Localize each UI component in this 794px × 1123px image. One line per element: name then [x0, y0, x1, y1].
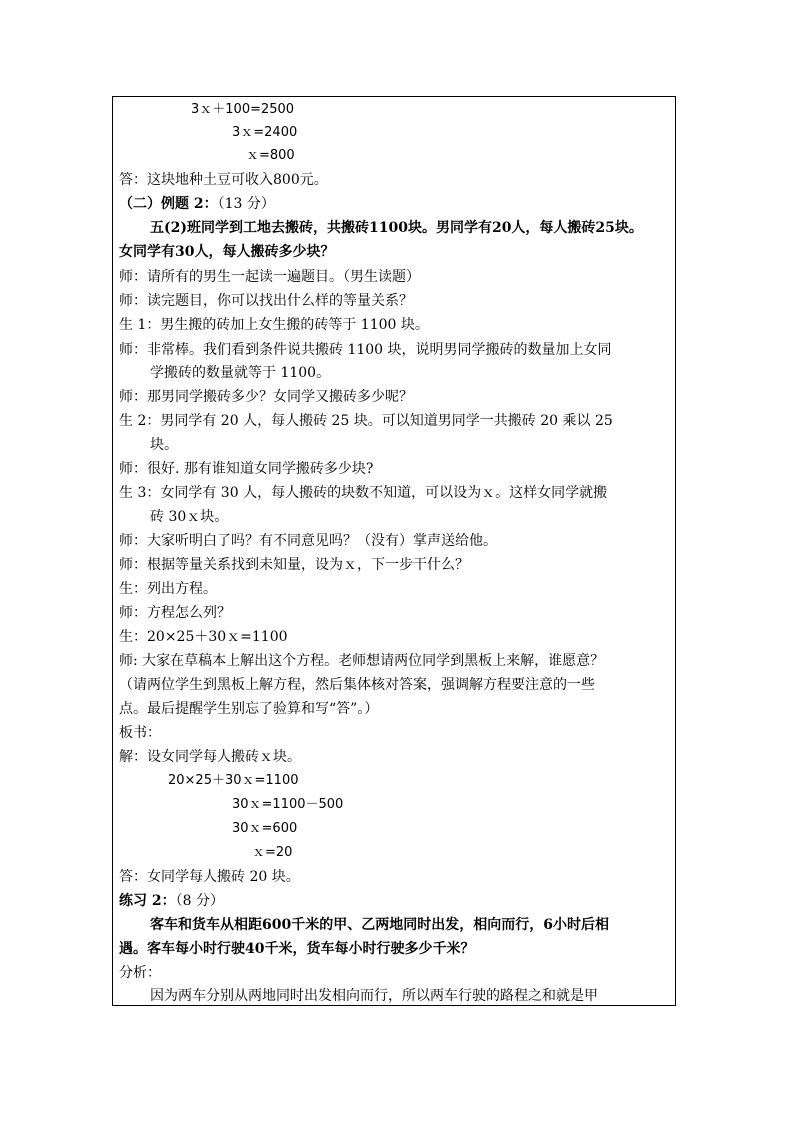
- section-heading: [119, 890, 224, 912]
- answer-line: 答：女同学每人搬砖 20 块。: [119, 869, 300, 885]
- problem-text: 客车和货车从相距600千米的甲、乙两地同时出发，相向而行，6小时后相: [150, 917, 609, 933]
- dialogue-line: 师：请所有的男生一起读一遍题目。（男生读题）: [119, 269, 420, 285]
- points-label: （13 分）: [217, 196, 275, 212]
- analysis-label: 分析：: [119, 965, 161, 981]
- dialogue-line: 师: 大家在草稿本上解出这个方程。老师想请两位同学到黑板上来解，谁愿意？: [119, 653, 605, 669]
- dialogue-line: 师：大家听明白了吗？有不同意见吗？（没有）掌声送给他。: [119, 533, 497, 549]
- equation-line: 30ｘ=1100－500: [232, 797, 344, 812]
- problem-text: 五(2)班同学到工地去搬砖，共搬砖1100块。男同学有20人，每人搬砖25块。: [150, 220, 643, 236]
- problem-text: 遇。客车每小时行驶40千米，货车每小时行驶多少千米？: [119, 941, 475, 957]
- dialogue-line: 学搬砖的数量就等于 1100。: [150, 365, 331, 381]
- section-heading: [119, 193, 275, 215]
- dialogue-line: 师：很好. 那有谁知道女同学搬砖多少块?: [119, 461, 374, 477]
- dialogue-line: 师：方程怎么列？: [119, 605, 231, 621]
- example-title: （二）例题 2：: [119, 196, 218, 212]
- dialogue-line: 生 2：男同学有 20 人，每人搬砖 25 块。可以知道男同学一共搬砖 20 乘以 25: [119, 413, 613, 429]
- problem-text: 女同学有30人，每人搬砖多少块？: [119, 244, 335, 260]
- dialogue-line: 生 3：女同学有 30 人，每人搬砖的块数不知道，可以设为ｘ。这样女同学就搬: [119, 485, 608, 501]
- analysis-text: 因为两车分别从两地同时出发相向而行，所以两车行驶的路程之和就是甲: [150, 988, 598, 1004]
- exercise-title: 练习 2：: [119, 893, 176, 909]
- dialogue-line: 师：那男同学搬砖多少？女同学又搬砖多少呢？: [119, 389, 413, 405]
- dialogue-line: 生 1：男生搬的砖加上女生搬的砖等于 1100 块。: [119, 317, 429, 333]
- dialogue-line: 师：读完题目，你可以找出什么样的等量关系？: [119, 293, 413, 309]
- dialogue-line: 块。: [150, 437, 178, 453]
- points-label: （8 分）: [175, 893, 224, 909]
- solution-intro: 解：设女同学每人搬砖ｘ块。: [119, 749, 301, 765]
- equation-line: ｘ=800: [246, 148, 295, 163]
- dialogue-line: 砖 30ｘ块。: [150, 509, 229, 525]
- equation-line: 20×25＋30ｘ=1100: [168, 773, 299, 788]
- dialogue-line: 点。最后提醒学生别忘了验算和写“答”。）: [119, 701, 379, 717]
- dialogue-line: 生：列出方程。: [119, 581, 217, 597]
- equation-line: ｘ=20: [252, 845, 293, 860]
- equation-line: 30ｘ=600: [232, 821, 298, 836]
- equation-line: 3ｘ＋100=2500: [191, 102, 295, 117]
- board-label: 板书：: [119, 725, 161, 741]
- equation-line: 3ｘ=2400: [232, 125, 298, 140]
- dialogue-line: 师：非常棒。我们看到条件说共搬砖 1100 块，说明男同学搬砖的数量加上女同: [119, 342, 612, 358]
- answer-line: 答：这块地种土豆可收入800元。: [119, 172, 328, 188]
- dialogue-line: （请两位学生到黑板上解方程，然后集体核对答案，强调解方程要注意的一些: [119, 677, 595, 693]
- dialogue-line: 生：20×25＋30ｘ=1100: [119, 629, 288, 645]
- dialogue-line: 师：根据等量关系找到未知量，设为ｘ，下一步干什么？: [119, 557, 469, 573]
